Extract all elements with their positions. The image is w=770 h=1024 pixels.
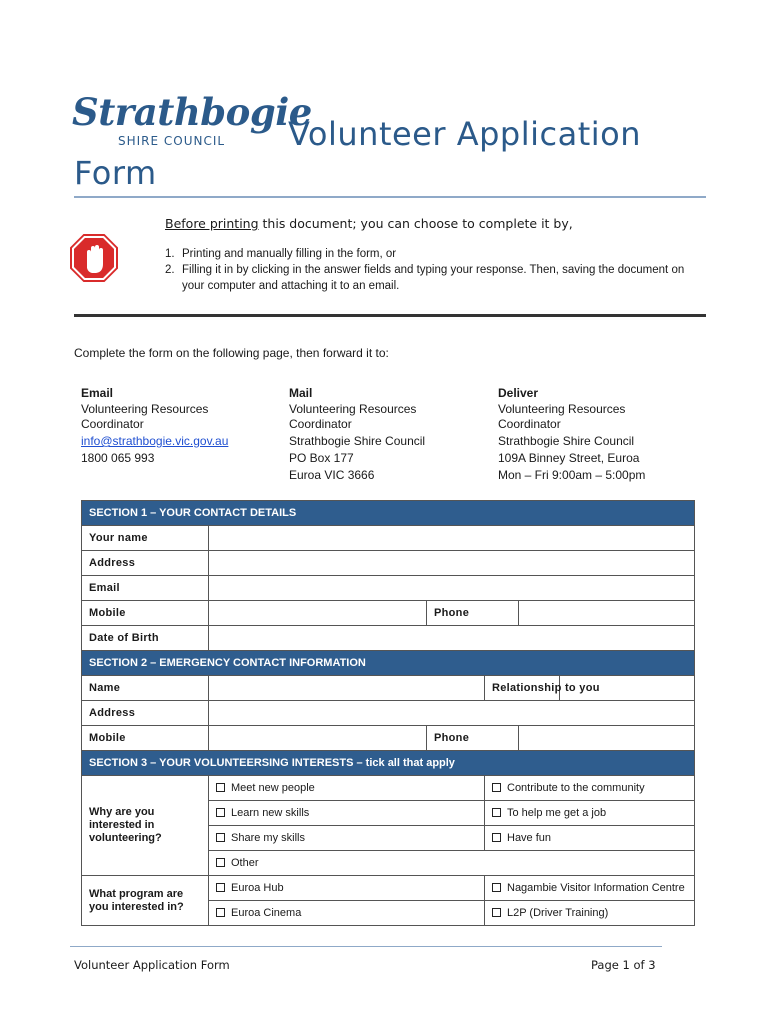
contact-email-column: Email Volunteering Resources Coordinator info@strathbogie.vic.gov.au 1800 065 993	[81, 386, 261, 468]
label-dob: Date of Birth	[82, 626, 209, 651]
notice-lead-underlined: Before printing	[165, 216, 259, 231]
address-field[interactable]	[209, 551, 695, 576]
email-link[interactable]: info@strathbogie.vic.gov.au	[81, 434, 229, 448]
list-item: 1. Printing and manually filling in the form, or	[165, 248, 397, 260]
checkbox-icon[interactable]	[216, 808, 225, 817]
page-title-line2: Form	[74, 154, 157, 192]
forward-instructions: Complete the form on the following page, then forward it to:	[74, 346, 389, 360]
contact-mail-heading: Mail	[289, 386, 313, 400]
checkbox-icon[interactable]	[492, 808, 501, 817]
notice-options-list	[165, 246, 695, 294]
council-logo	[72, 90, 312, 154]
checkbox-icon[interactable]	[216, 783, 225, 792]
checkbox-icon[interactable]	[492, 883, 501, 892]
section-header	[82, 751, 695, 776]
label-mobile: Mobile	[82, 601, 209, 626]
page-title-line1: Volunteer Application	[288, 115, 641, 153]
contact-phone: 1800 065 993	[81, 451, 155, 465]
label-ec-name: Name	[82, 676, 209, 701]
title-divider	[74, 196, 706, 198]
volunteer-form-table	[81, 500, 695, 926]
list-item: 2. Filling it in by clicking in the answer fields and typing your response. Then, saving the document on your computer and attaching it to an email.	[165, 264, 685, 292]
section-header	[82, 651, 695, 676]
section-header	[82, 501, 695, 526]
option-nagambie-visitor-centre[interactable]: Nagambie Visitor Information Centre	[485, 876, 695, 901]
option-euroa-hub[interactable]: Euroa Hub	[209, 876, 485, 901]
table-row	[82, 876, 695, 901]
ec-mobile-field[interactable]	[209, 726, 427, 751]
table-row	[82, 551, 695, 576]
table-row	[82, 776, 695, 801]
option-learn-new-skills[interactable]: Learn new skills	[209, 801, 485, 826]
ec-address-field[interactable]	[209, 701, 695, 726]
contact-email-heading: Email	[81, 386, 114, 400]
section2-title: SECTION 2 – EMERGENCY CONTACT INFORMATION	[82, 651, 695, 676]
option-euroa-cinema[interactable]: Euroa Cinema	[209, 901, 485, 926]
checkbox-icon[interactable]	[492, 833, 501, 842]
label-email: Email	[82, 576, 209, 601]
phone-field[interactable]	[519, 601, 695, 626]
contact-deliver-heading: Deliver	[498, 386, 539, 400]
table-row	[82, 726, 695, 751]
option-share-skills[interactable]: Share my skills	[209, 826, 485, 851]
table-row	[82, 626, 695, 651]
checkbox-icon[interactable]	[216, 883, 225, 892]
stop-hand-icon	[68, 232, 120, 284]
table-row	[82, 576, 695, 601]
section3-title: SECTION 3 – YOUR VOLUNTEERSING INTERESTS – tick all that apply	[82, 751, 695, 776]
option-other[interactable]: Other	[209, 851, 695, 876]
mobile-field[interactable]	[209, 601, 427, 626]
table-row	[82, 601, 695, 626]
label-program-interest: What program are you interested in?	[82, 876, 209, 926]
ec-name-field[interactable]	[209, 676, 485, 701]
label-phone: Phone	[427, 601, 519, 626]
option-have-fun[interactable]: Have fun	[485, 826, 695, 851]
checkbox-icon[interactable]	[216, 858, 225, 867]
table-row	[82, 676, 695, 701]
your-name-field[interactable]	[209, 526, 695, 551]
ec-phone-field[interactable]	[519, 726, 695, 751]
section1-title: SECTION 1 – YOUR CONTACT DETAILS	[82, 501, 695, 526]
option-meet-new-people[interactable]: Meet new people	[209, 776, 485, 801]
footer-page-number: Page 1 of 3	[591, 958, 656, 972]
label-ec-phone: Phone	[427, 726, 519, 751]
footer-divider	[70, 946, 662, 947]
label-relationship: Relationship to you	[485, 676, 560, 701]
label-why-volunteer: Why are you interested in volunteering?	[82, 776, 209, 876]
logo-script-text: Strathbogie	[72, 90, 312, 134]
footer-document-title: Volunteer Application Form	[74, 958, 230, 972]
label-address: Address	[82, 551, 209, 576]
contact-mail-column: Mail Volunteering Resources Coordinator Strathbogie Shire Council PO Box 177 Euroa VIC 3666	[289, 386, 464, 485]
notice-divider	[74, 314, 706, 317]
table-row	[82, 526, 695, 551]
option-help-get-job[interactable]: To help me get a job	[485, 801, 695, 826]
option-contribute-community[interactable]: Contribute to the community	[485, 776, 695, 801]
email-field[interactable]	[209, 576, 695, 601]
label-your-name: Your name	[82, 526, 209, 551]
checkbox-icon[interactable]	[216, 833, 225, 842]
checkbox-icon[interactable]	[216, 908, 225, 917]
checkbox-icon[interactable]	[492, 908, 501, 917]
logo-subtitle: SHIRE COUNCIL	[118, 134, 226, 148]
notice-lead-rest: this document; you can choose to complete it by,	[258, 216, 573, 231]
table-row	[82, 701, 695, 726]
label-ec-address: Address	[82, 701, 209, 726]
option-l2p-driver-training[interactable]: L2P (Driver Training)	[485, 901, 695, 926]
notice-lead	[165, 216, 573, 231]
contact-deliver-column: Deliver Volunteering Resources Coordinator Strathbogie Shire Council 109A Binney Street, Euroa Mon – Fri 9:00am – 5:00pm	[498, 386, 673, 485]
checkbox-icon[interactable]	[492, 783, 501, 792]
dob-field[interactable]	[209, 626, 695, 651]
label-ec-mobile: Mobile	[82, 726, 209, 751]
